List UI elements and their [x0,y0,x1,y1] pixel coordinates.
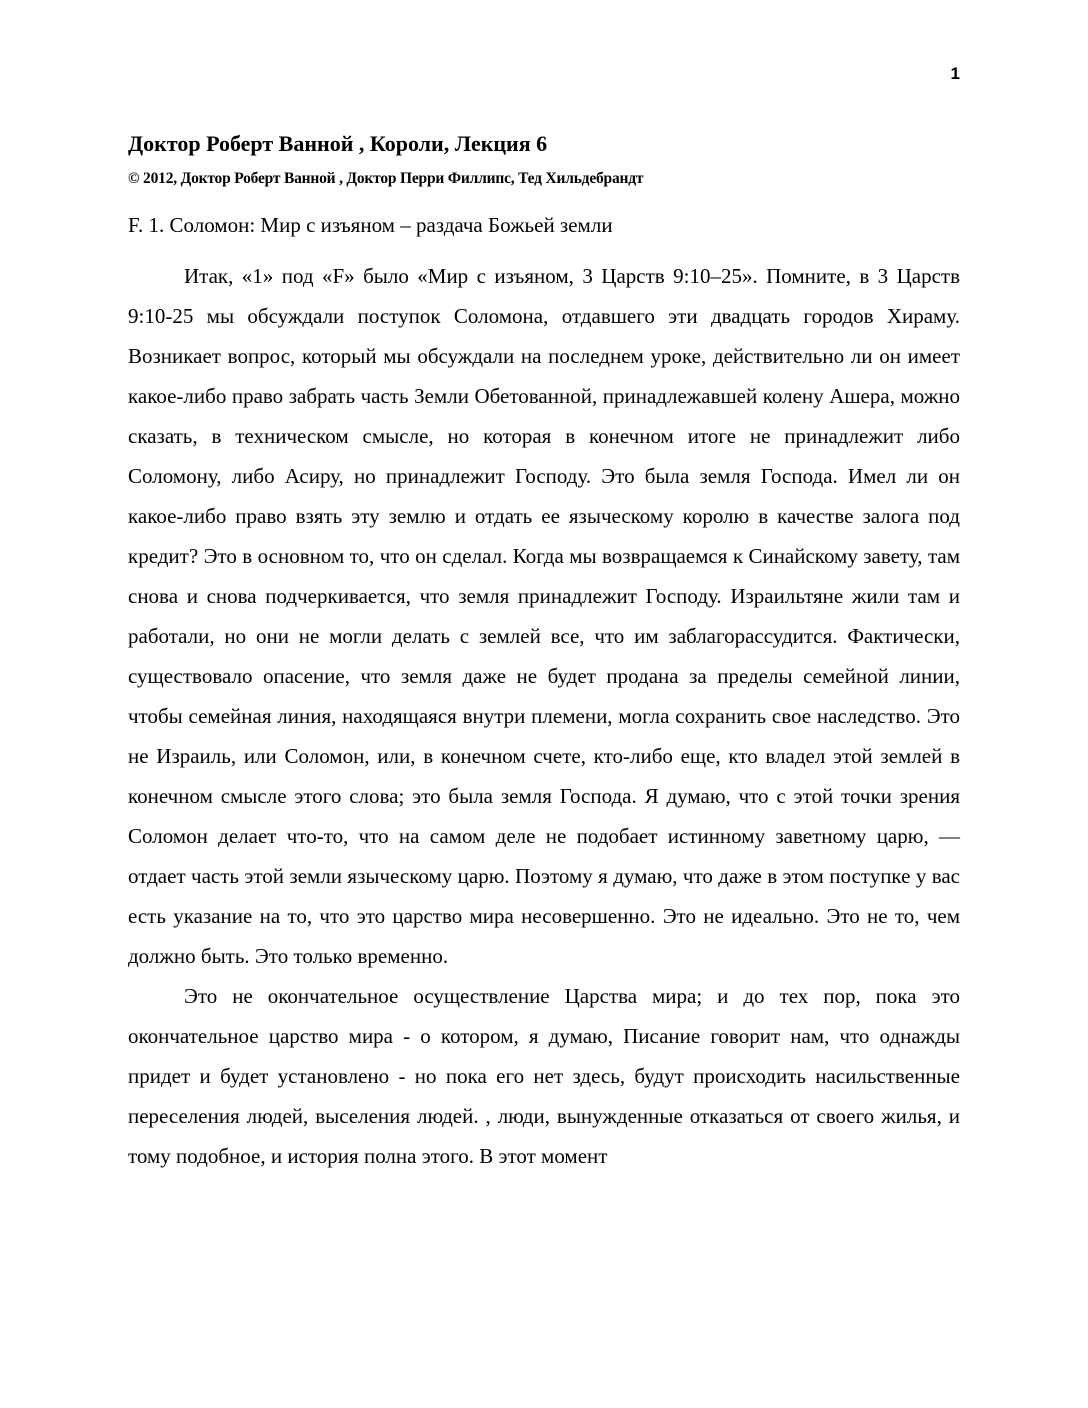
document-title: Доктор Роберт Ванной , Короли, Лекция 6 [128,131,548,156]
section-heading: F. 1. Соломон: Мир с изъяном – раздача Божьей земли [128,213,613,237]
document-body [128,128,960,1176]
copyright-line: © 2012, Доктор Роберт Ванной , Доктор Перри Филлипс, Тед Хильдебрандт [128,170,644,187]
page-number: 1 [950,64,960,83]
paragraph: Итак, «1» под «F» было «Мир с изъяном, 3 Царств 9:10–25». Помните, в 3 Царств 9:10-25 мы обсуждали поступок Соломона, отдавшего эти двадцать городов Хираму. Возникает вопрос, который мы обсуждали на последнем уроке, действительно ли он имеет какое-либо право забрать часть Земли Обетованной, принадлежавшей колену Ашера, можно сказать, в техническом смысле, но которая в конечном итоге не принадлежит либо Соломону, либо Асиру, но принадлежит Господу. Это была земля Господа. Имел ли он какое-либо право взять эту землю и отдать ее языческому королю в качестве залога под кредит? Это в основном то, что он сделал. Когда мы возвращаемся к Синайскому завету, там снова и снова подчеркивается, что земля принадлежит Господу. Израильтяне жили там и работали, но они не могли делать с землей все, что им заблагорассудится. Фактически, существовало опасение, что земля даже не будет продана за пределы семейной линии, чтобы семейная линия, находящаяся внутри племени, могла сохранить свое наследство. Это не Израиль, или Соломон, или, в конечном счете, кто-либо еще, кто владел этой землей в конечном смысле этого слова; это была земля Господа. Я думаю, что с этой точки зрения Соломон делает что-то, что на самом деле не подобает истинному заветному царю, — отдает часть этой земли языческому царю. Поэтому я думаю, что даже в этом поступке у вас есть указание на то, что это царство мира несовершенно. Это не идеально. Это не то, чем должно быть. Это только временно. [128,264,960,968]
paragraph: Это не окончательное осуществление Царства мира; и до тех пор, пока это окончательное царство мира - о котором, я думаю, Писание говорит нам, что однажды придет и будет установлено - но пока его нет здесь, будут происходить насильственные переселения людей, выселения людей. , люди, вынужденные отказаться от своего жилья, и тому подобное, и история полна этого. В этот момент [128,984,960,1168]
